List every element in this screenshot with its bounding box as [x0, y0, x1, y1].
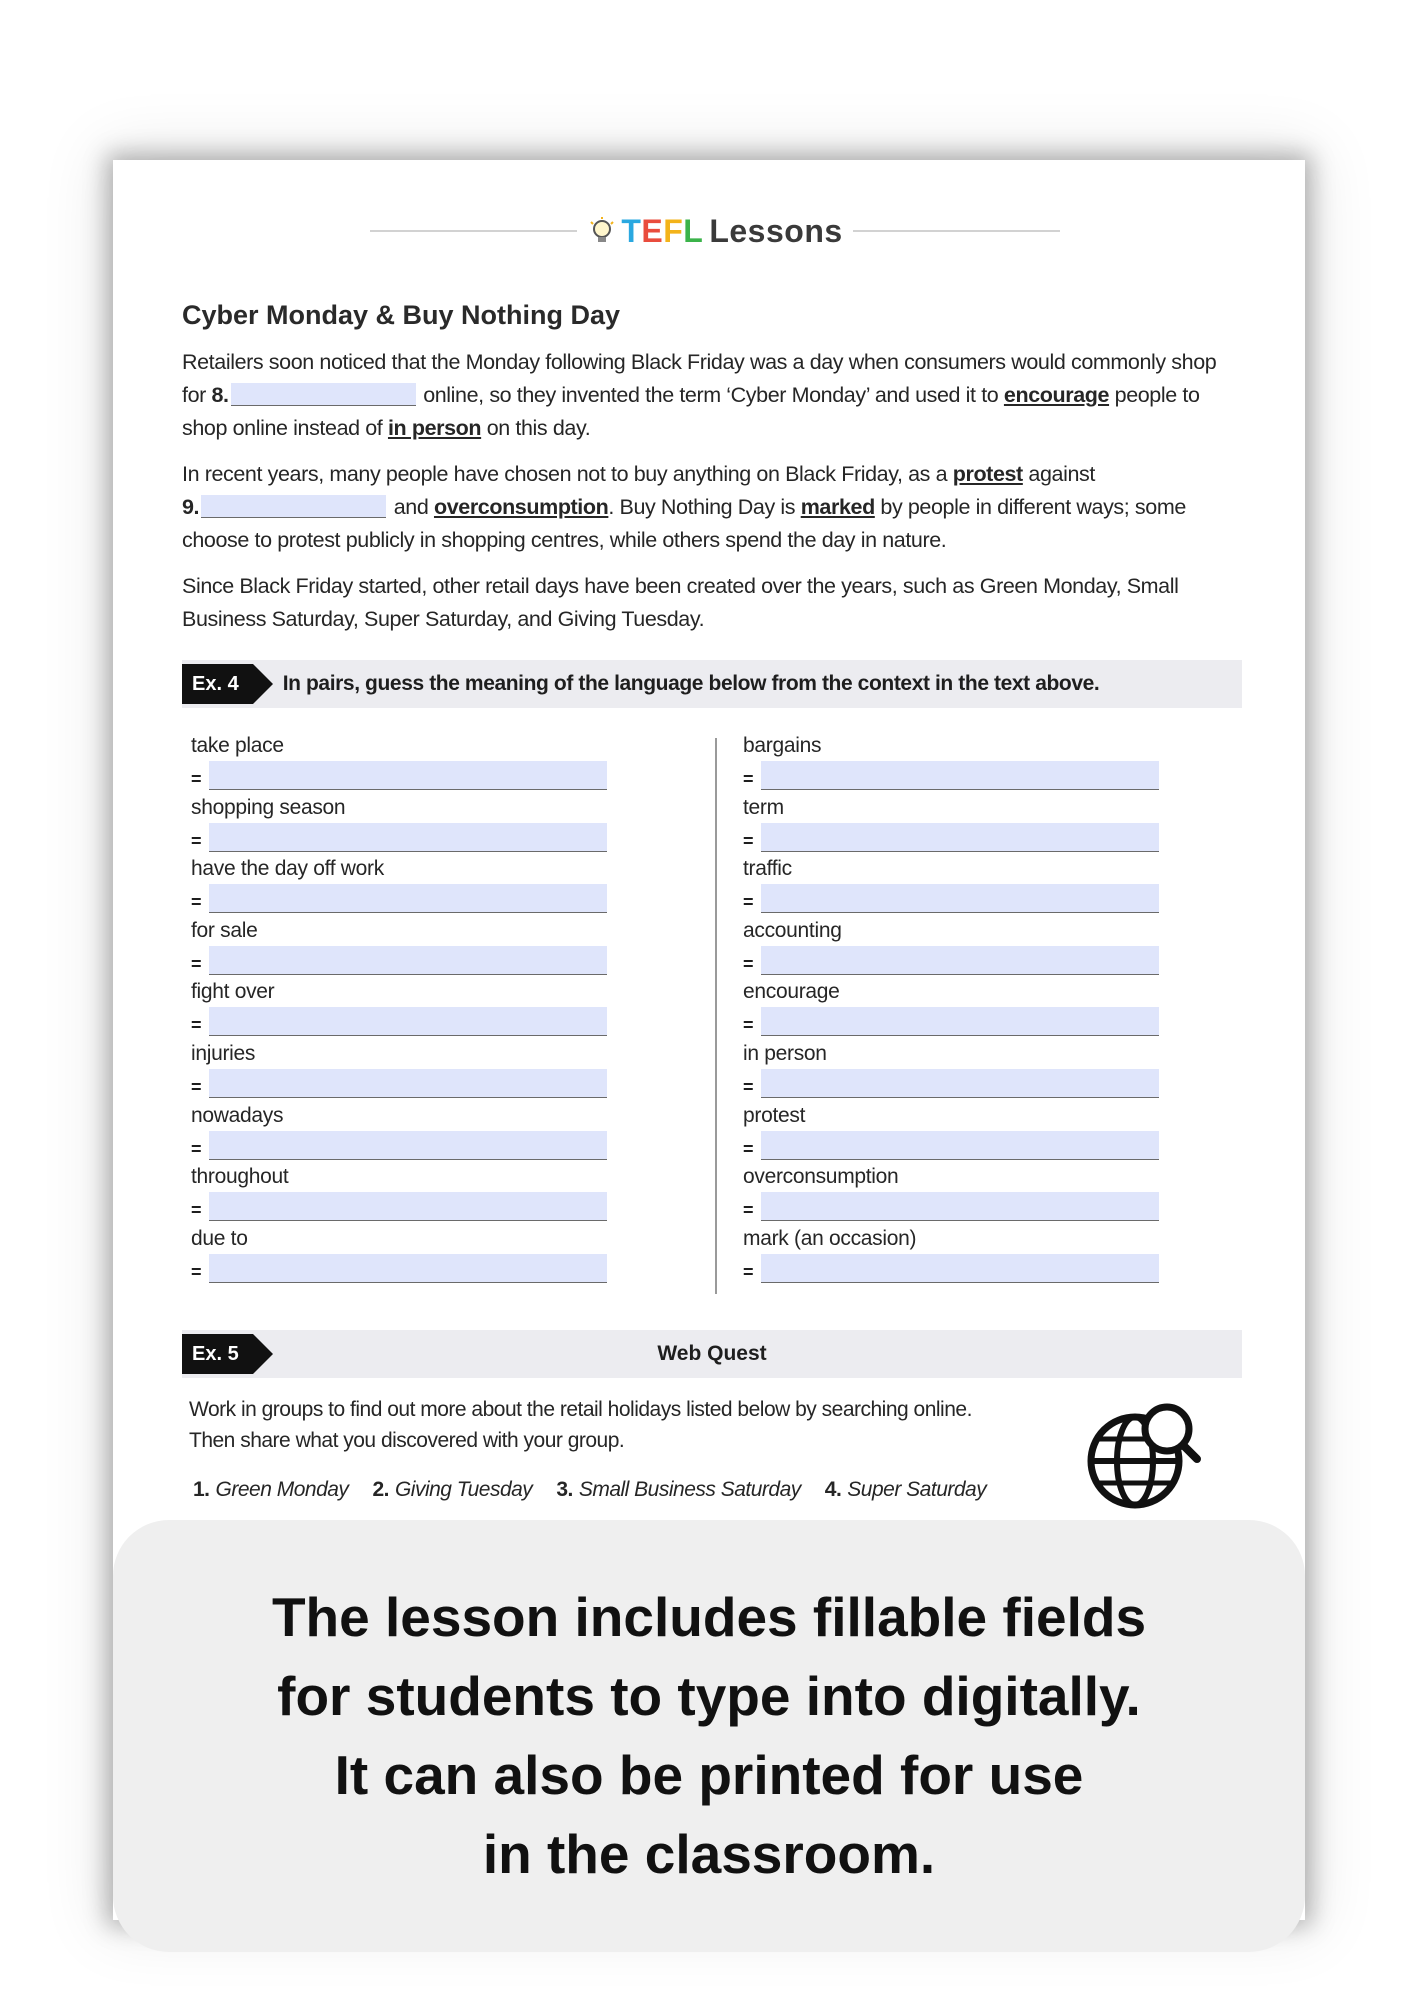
vocab-item: [743, 794, 1163, 856]
vocab-answer-field[interactable]: [761, 1254, 1159, 1283]
item-label: Giving Tuesday: [394, 1478, 533, 1501]
caption-line-4: in the classroom.: [482, 1823, 936, 1885]
vocab-answer-row: [191, 760, 611, 790]
p1-text-b: online, so they invented the term ‘Cyber Monday’ and used it to: [423, 383, 999, 407]
vocab-term: accounting: [743, 918, 842, 942]
item-number: 4.: [824, 1478, 842, 1501]
vocab-item: [743, 917, 1163, 979]
exercise-5-title: Web Quest: [657, 1342, 767, 1365]
vocab-answer-field[interactable]: [209, 1131, 607, 1160]
equals-sign: =: [191, 1138, 202, 1159]
item-number: 1.: [193, 1478, 210, 1501]
equals-sign: =: [743, 892, 754, 913]
logo-letter-l: L: [683, 212, 704, 249]
vocab-item: [743, 1225, 1163, 1287]
vocab-answer-row: [743, 1068, 1163, 1098]
vocab-answer-field[interactable]: [761, 1131, 1159, 1160]
logo-word: Lessons: [709, 212, 843, 249]
p2-text-c: and: [393, 495, 429, 519]
equals-sign: =: [743, 1261, 754, 1282]
vocab-term: mark (an occasion): [743, 1226, 917, 1250]
equals-sign: =: [191, 953, 202, 974]
logo-letter-f: F: [663, 212, 684, 249]
vocab-term: throughout: [191, 1165, 289, 1189]
lightbulb-icon: [587, 216, 617, 246]
vocab-protest: protest: [952, 462, 1023, 486]
vocab-item: [191, 917, 611, 979]
vocab-term: term: [743, 795, 784, 819]
vocab-answer-field[interactable]: [209, 1192, 607, 1221]
vocab-term: encourage: [743, 980, 840, 1004]
vocab-column-right: [743, 732, 1163, 1286]
equals-sign: =: [743, 830, 754, 851]
equals-sign: =: [191, 1015, 202, 1036]
vocab-item: [191, 794, 611, 856]
vocab-term: nowadays: [191, 1103, 284, 1127]
gap-9-field[interactable]: [201, 495, 386, 518]
equals-sign: =: [743, 1015, 754, 1036]
section-title: Cyber Monday & Buy Nothing Day: [182, 300, 621, 330]
p2-text-a: In recent years, many people have chosen not to buy anything on Black Friday, as a: [182, 462, 948, 486]
item-number: 3.: [556, 1478, 573, 1501]
vocab-answer-row: [191, 822, 611, 852]
gap-8-number: 8.: [211, 383, 229, 407]
vocab-answer-row: [743, 1130, 1163, 1160]
p2-text-d: . Buy Nothing Day is: [608, 495, 796, 519]
p2-text-e: by people in different ways; some choose to protest publicly in shopping centres, while others spend the day in nature.: [182, 495, 1186, 552]
vocab-term: have the day off work: [191, 857, 384, 881]
gap-8-field[interactable]: [231, 383, 416, 406]
equals-sign: =: [191, 1200, 202, 1221]
vocab-item: [191, 1225, 611, 1287]
logo-letter-t: T: [621, 212, 642, 249]
caption-line-3: It can also be printed for use: [334, 1744, 1084, 1806]
vocab-answer-field[interactable]: [209, 1254, 607, 1283]
vocab-answer-row: [743, 883, 1163, 913]
gap-9-number: 9.: [182, 495, 200, 519]
vocab-answer-row: [743, 1253, 1163, 1283]
vocab-term: fight over: [191, 980, 275, 1004]
vocab-answer-row: [743, 945, 1163, 975]
vocab-answer-row: [191, 1068, 611, 1098]
vocab-answer-row: [743, 1006, 1163, 1036]
vocab-answer-row: [191, 1253, 611, 1283]
vocab-item: [191, 855, 611, 917]
web-quest-instructions: [189, 1394, 1069, 1456]
vocab-answer-row: [191, 1006, 611, 1036]
p1-text-a: Retailers soon noticed that the Monday following Black Friday was a day when consumers would commonly shop for: [182, 350, 1217, 407]
vocab-answer-row: [743, 1191, 1163, 1221]
paragraph-2: [182, 458, 1242, 557]
retail-holiday-list: [193, 1478, 1010, 1502]
vocab-term: shopping season: [191, 795, 346, 819]
vocab-item: [743, 1102, 1163, 1164]
vocab-answer-field[interactable]: [761, 1069, 1159, 1098]
equals-sign: =: [191, 1076, 202, 1097]
vocab-answer-field[interactable]: [209, 946, 607, 975]
vocab-term: due to: [191, 1226, 248, 1250]
vocab-answer-field[interactable]: [761, 823, 1159, 852]
vocab-term: bargains: [743, 734, 822, 757]
equals-sign: =: [743, 1138, 754, 1159]
vocab-encourage: encourage: [1003, 383, 1110, 407]
vocab-answer-field[interactable]: [209, 1069, 607, 1098]
vocab-column-left: [191, 732, 611, 1286]
vocab-term: protest: [743, 1103, 806, 1127]
retail-holiday-item: [825, 1478, 986, 1502]
vocab-item: [191, 978, 611, 1040]
vocab-marked: marked: [800, 495, 875, 519]
vocab-answer-field[interactable]: [761, 761, 1159, 790]
vocab-item: [191, 1040, 611, 1102]
retail-holiday-item: [372, 1478, 532, 1502]
exercise-4-instruction: In pairs, guess the meaning of the language below from the context in the text above.: [282, 672, 1100, 695]
web-quest-line-1: Work in groups to find out more about the retail holidays listed below by searching online.: [189, 1398, 972, 1421]
vocab-overconsumption: overconsumption: [433, 495, 609, 519]
retail-holiday-item: [556, 1478, 800, 1502]
caption-line-2: for students to type into digitally.: [277, 1665, 1141, 1727]
vocab-item: [191, 732, 611, 794]
vocab-item: [191, 1163, 611, 1225]
caption-line-1: The lesson includes fillable fields: [271, 1586, 1147, 1648]
vocab-term: overconsumption: [743, 1165, 899, 1189]
equals-sign: =: [743, 1076, 754, 1097]
vocab-answer-field[interactable]: [209, 761, 607, 790]
vocab-answer-field[interactable]: [761, 1192, 1159, 1221]
p2-text-b: against: [1028, 462, 1095, 486]
item-label: Small Business Saturday: [578, 1478, 801, 1501]
equals-sign: =: [191, 892, 202, 913]
header-rule-left: [370, 230, 577, 232]
vocab-item: [743, 978, 1163, 1040]
vocab-answer-field[interactable]: [761, 1007, 1159, 1036]
logo-letter-e: E: [641, 212, 664, 249]
item-number: 2.: [372, 1478, 389, 1501]
caption-text: [159, 1578, 1259, 1894]
exercise-5-tag: Ex. 5: [182, 1334, 253, 1374]
vocab-answer-field[interactable]: [209, 1007, 607, 1036]
header-rule-right: [853, 230, 1060, 232]
vocab-answer-field[interactable]: [209, 884, 607, 913]
equals-sign: =: [743, 953, 754, 974]
logo-header: [370, 210, 1060, 252]
p1-text-d: on this day.: [486, 416, 591, 440]
tefl-lessons-logo: [577, 213, 852, 250]
vocab-answer-row: [743, 822, 1163, 852]
vocab-answer-field[interactable]: [761, 946, 1159, 975]
vocab-item: [743, 1040, 1163, 1102]
web-quest-line-2: Then share what you discovered with your group.: [189, 1429, 625, 1452]
exercise-4-header: [182, 660, 1242, 708]
vocab-answer-row: [191, 883, 611, 913]
paragraph-1: [182, 346, 1242, 445]
vocab-answer-row: [743, 760, 1163, 790]
retail-holiday-item: [193, 1478, 348, 1502]
exercise-4-tag: Ex. 4: [182, 664, 253, 704]
equals-sign: =: [191, 1261, 202, 1282]
vocab-item: [743, 855, 1163, 917]
item-label: Super Saturday: [847, 1478, 987, 1501]
vocab-term: traffic: [743, 857, 792, 881]
vocab-answer-row: [191, 1191, 611, 1221]
vocab-item: [743, 1163, 1163, 1225]
vocab-item: [743, 732, 1163, 794]
vocab-in-person: in person: [387, 416, 482, 440]
column-divider: [715, 738, 717, 1294]
equals-sign: =: [191, 830, 202, 851]
vocab-answer-row: [191, 1130, 611, 1160]
vocab-term: injuries: [191, 1041, 256, 1065]
vocab-answer-row: [191, 945, 611, 975]
vocab-item: [191, 1102, 611, 1164]
vocab-term: take place: [191, 734, 284, 757]
p1-text-c: people to shop online instead of: [182, 383, 1200, 440]
exercise-5-header: [182, 1330, 1242, 1378]
vocab-answer-field[interactable]: [209, 823, 607, 852]
vocab-term: in person: [743, 1041, 827, 1065]
equals-sign: =: [743, 1200, 754, 1221]
vocab-answer-field[interactable]: [761, 884, 1159, 913]
equals-sign: =: [191, 769, 202, 789]
paragraph-3: Since Black Friday started, other retail days have been created over the years, such as Green Monday, Small Business Saturday, Super Saturday, and Giving Tuesday.: [182, 574, 1179, 631]
item-label: Green Monday: [215, 1478, 349, 1501]
caption-box: [113, 1520, 1305, 1952]
globe-search-icon: [1083, 1395, 1203, 1515]
vocab-term: for sale: [191, 918, 258, 942]
equals-sign: =: [743, 769, 754, 789]
